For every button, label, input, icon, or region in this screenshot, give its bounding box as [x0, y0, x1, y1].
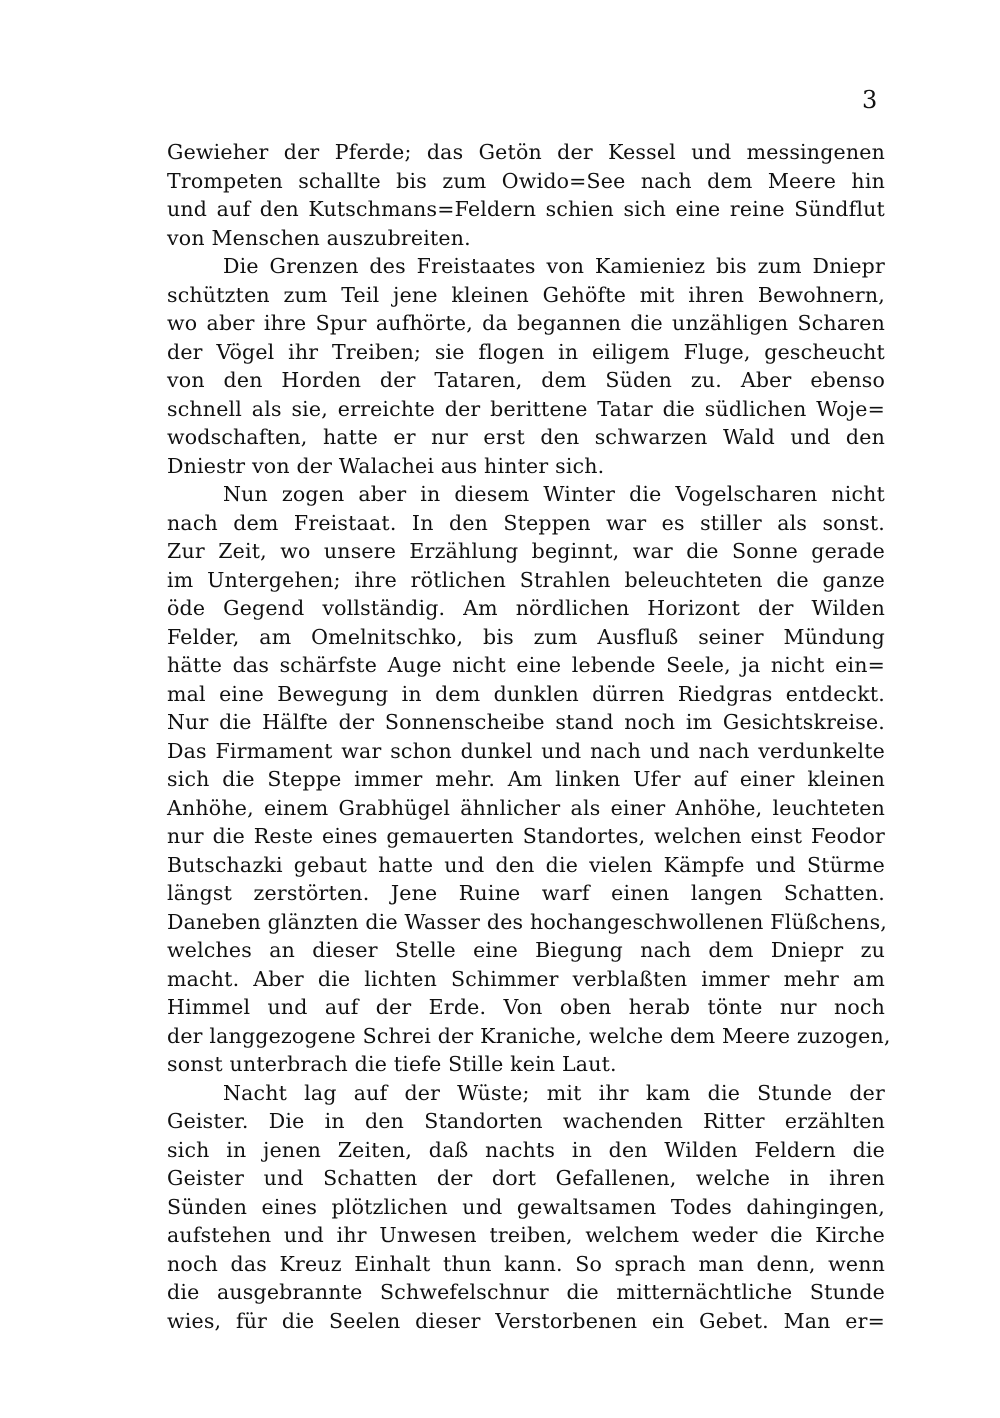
text-line: wies, für die Seelen dieser Verstorbenen ein Gebet. Man er= [167, 1308, 885, 1333]
text-line: hätte das schärfste Auge nicht eine lebende Seele, ja nicht ein= [167, 653, 885, 677]
text-line: schützten zum Teil jene kleinen Gehöfte mit ihren Bewohnern, [167, 282, 885, 307]
text-line: von den Horden der Tataren, dem Süden zu. Aber ebenso [167, 368, 885, 392]
text-line: aufstehen und ihr Unwesen treiben, welchem weder die Kirche [167, 1223, 885, 1247]
text-line: öde Gegend vollständig. Am nördlichen Horizont der Wilden [167, 596, 885, 620]
text-line: Butschazki gebaut hatte und den die vielen Kämpfe und Stürme [167, 852, 885, 877]
body-text [167, 138, 891, 1335]
text-line: längst zerstörten. Jene Ruine warf einen langen Schatten. [167, 881, 885, 905]
text-line: nur die Reste eines gemauerten Standortes, welchen einst Feodor [167, 824, 885, 848]
text-line: welches an dieser Stelle eine Biegung nach dem Dniepr zu [167, 938, 885, 962]
text-line: Geister. Die in den Standorten wachenden Ritter erzählten [167, 1109, 885, 1133]
text-line: nach dem Freistaat. In den Steppen war es stiller als sonst. [167, 510, 885, 535]
text-line: Nacht lag auf der Wüste; mit ihr kam die Stunde der [223, 1080, 885, 1105]
text-line: Nun zogen aber in diesem Winter die Vogelscharen nicht [223, 482, 885, 506]
text-line: Geister und Schatten der dort Gefallenen, welche in ihren [167, 1166, 885, 1190]
text-line: Trompeten schallte bis zum Owido=See nach dem Meere hin [167, 168, 885, 193]
text-line: Das Firmament war schon dunkel und nach und nach verdunkelte [167, 738, 885, 763]
text-line: sonst unterbrach die tiefe Stille kein Laut. [167, 1052, 617, 1076]
text-line: im Untergehen; ihre rötlichen Strahlen beleuchteten die ganze [167, 567, 885, 592]
text-line: Felder, am Omelnitschko, bis zum Ausfluß seiner Mündung [167, 624, 885, 649]
text-line: und auf den Kutschmans=Feldern schien sich eine reine Sündflut [167, 197, 885, 221]
text-line: wodschaften, hatte er nur erst den schwarzen Wald und den [167, 425, 885, 449]
page-number: 3 [862, 86, 878, 114]
text-line: Zur Zeit, wo unsere Erzählung beginnt, war die Sonne gerade [167, 539, 885, 563]
text-line: Dniestr von der Walachei aus hinter sich. [167, 453, 605, 478]
text-line: sich in jenen Zeiten, daß nachts in den Wilden Feldern die [167, 1137, 885, 1162]
text-line: die ausgebrannte Schwefelschnur die mitternächtliche Stunde [167, 1280, 885, 1304]
text-line: schnell als sie, erreichte der berittene Tatar die südlichen Woje= [167, 396, 885, 421]
text-line: Sünden eines plötzlichen und gewaltsamen Todes dahingingen, [167, 1194, 885, 1219]
text-line: sich die Steppe immer mehr. Am linken Ufer auf einer kleinen [167, 767, 885, 791]
text-line: der langgezogene Schrei der Kraniche, welche dem Meere zuzogen, [167, 1023, 891, 1048]
text-line: von Menschen auszubreiten. [167, 225, 471, 250]
text-line: Anhöhe, einem Grabhügel ähnlicher als einer Anhöhe, leuchteten [167, 795, 885, 820]
text-line: mal eine Bewegung in dem dunklen dürren Riedgras entdeckt. [167, 681, 885, 706]
text-line: noch das Kreuz Einhalt thun kann. So sprach man denn, wenn [167, 1251, 885, 1276]
text-line: Himmel und auf der Erde. Von oben herab tönte nur noch [167, 995, 885, 1019]
text-line: Die Grenzen des Freistaates von Kamieniez bis zum Dniepr [223, 254, 885, 278]
text-line: der Vögel ihr Treiben; sie flogen in eiligem Fluge, gescheucht [167, 339, 885, 364]
text-line: Daneben glänzten die Wasser des hochangeschwollenen Flüßchens, [167, 909, 888, 934]
text-line: macht. Aber die lichten Schimmer verblaßten immer mehr am [167, 966, 885, 991]
text-line: Nur die Hälfte der Sonnenscheibe stand noch im Gesichtskreise. [167, 710, 885, 734]
text-line: Gewieher der Pferde; das Getön der Kessel und messingenen [167, 140, 885, 164]
text-line: wo aber ihre Spur aufhörte, da begannen die unzähligen Scharen [167, 311, 885, 335]
